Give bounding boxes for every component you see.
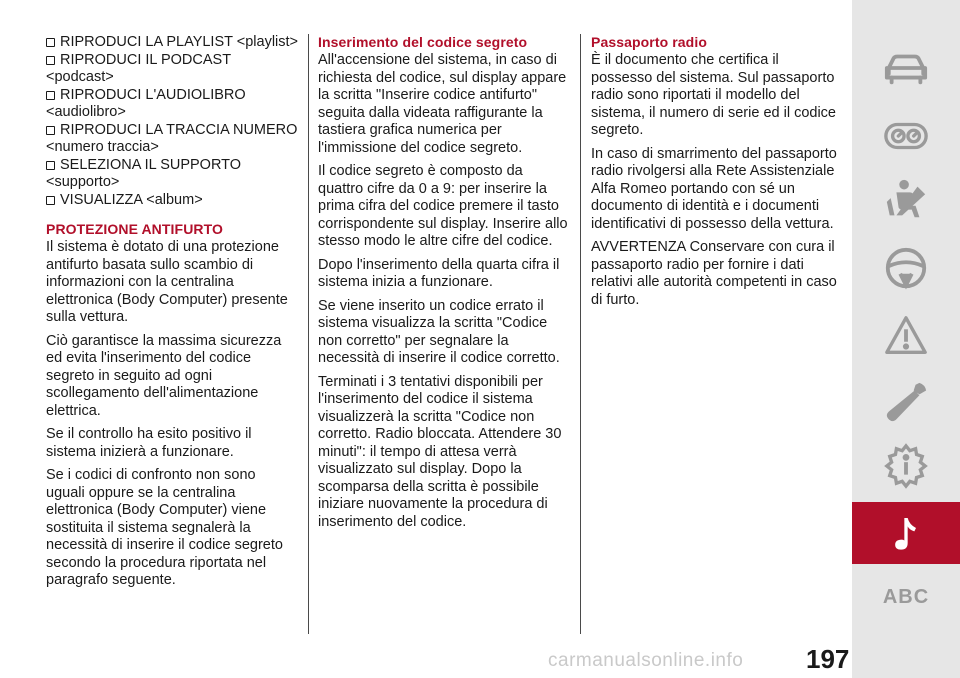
dashboard-gauges-icon[interactable] (878, 108, 934, 164)
seatbelt-person-icon[interactable] (878, 172, 934, 228)
section-heading: Passaporto radio (591, 34, 707, 50)
column-1 (46, 34, 298, 596)
paragraph: Dopo l'inserimento della quarta cifra il sistema inizia a funzionare. (318, 256, 560, 290)
command-item: RIPRODUCI LA PLAYLIST <playlist> (46, 34, 298, 52)
command-item: VISUALIZZA <album> (46, 192, 298, 210)
checkbox-icon (46, 196, 55, 205)
command-item: RIPRODUCI IL PODCAST <podcast> (46, 51, 231, 85)
column-divider (308, 34, 309, 634)
wrench-icon[interactable] (878, 374, 934, 430)
checkbox-icon (46, 91, 55, 100)
column-divider (580, 34, 581, 634)
command-item: RIPRODUCI LA TRACCIA NUMERO <numero traccia> (46, 121, 298, 155)
paragraph: Il sistema è dotato di una protezione antifurto basata sullo scambio di informazioni con la centralina elettronica (Body Computer) presente sulla vettura. (46, 239, 288, 325)
command-item: SELEZIONA IL SUPPORTO <supporto> (46, 156, 242, 190)
checkbox-icon (46, 38, 55, 47)
active-chapter-tab[interactable] (852, 502, 960, 564)
paragraph: Terminati i 3 tentativi disponibili per l'inserimento del codice il sistema visualizzerà la scritta "Codice non corretto. Radio bloccata. Attendere 30 minuti": il tempo di attesa verrà visualizzato sul display. Dopo la scomparsa della scritta è possibile iniziare nuovamente la procedura di inserimento del codice. (318, 373, 562, 530)
paragraph: Ciò garantisce la massima sicurezza ed evita l'inserimento del codice segreto in seguito ad ogni scollegamento dell'alimentazione elettrica. (46, 332, 282, 419)
car-icon[interactable] (878, 40, 934, 96)
column-2 (318, 34, 570, 537)
paragraph: Se viene inserito un codice errato il sistema visualizza la scritta "Codice non corretto" per segnalare la necessità di inserire il codice corretto. (318, 297, 560, 366)
checkbox-icon (46, 56, 55, 65)
steering-wheel-icon[interactable] (878, 240, 934, 296)
paragraph: Se il controllo ha esito positivo il sistema inizierà a funzionare. (46, 426, 252, 460)
watermark: carmanualsonline.info (548, 650, 744, 671)
page-number: 197 (806, 644, 850, 674)
paragraph: All'accensione del sistema, in caso di richiesta del codice, sul display appare la scritta "Inserire codice antifurto" seguita dalla videata raffigurante la tastiera grafica numerica per l'immissione del codice segreto. (318, 52, 567, 156)
paragraph: In caso di smarrimento del passaporto radio rivolgersi alla Rete Assistenziale Alfa Romeo portando con sé un documento di identità e i documenti identificativi di possesso della vettura. (591, 145, 837, 232)
paragraph: Se i codici di confronto non sono uguali oppure se la centralina elettronica (Body Computer) viene sostituita il sistema segnalerà la necessità di inserire il codice segreto secondo la procedura riportata nel paragrafo seguente. (46, 467, 283, 588)
section-heading: PROTEZIONE ANTIFURTO (46, 221, 223, 237)
abc-index-tab[interactable]: ABC (882, 586, 930, 608)
section-heading: Inserimento del codice segreto (318, 34, 528, 50)
paragraph: AVVERTENZA Conservare con cura il passaporto radio per fornire i dati relativi alle autorità competenti in caso di furto. (591, 239, 837, 308)
checkbox-icon (46, 126, 55, 135)
music-note-icon (886, 513, 926, 553)
checkbox-icon (46, 161, 55, 170)
paragraph: È il documento che certifica il possesso del sistema. Sul passaporto radio sono riportati il modello del sistema, il numero di serie ed il codice segreto. (591, 52, 836, 138)
warning-triangle-icon[interactable] (878, 308, 934, 364)
column-3 (591, 34, 843, 315)
chapter-sidebar (852, 0, 960, 678)
paragraph: Il codice segreto è composto da quattro cifre da 0 a 9: per inserire la prima cifra del codice premere il tasto corrispondente sul display. Inserire allo stesso modo le altre cifre del codice. (318, 163, 568, 249)
command-item: RIPRODUCI L'AUDIOLIBRO <audiolibro> (46, 86, 246, 120)
info-gear-icon[interactable] (878, 438, 934, 494)
